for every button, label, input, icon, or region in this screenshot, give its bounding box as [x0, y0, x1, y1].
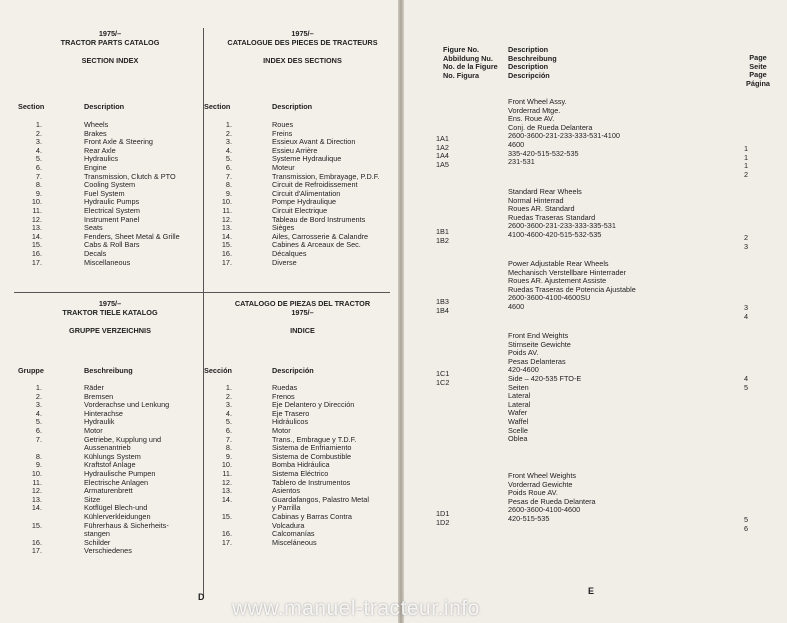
section-item: Eje Trasero [272, 408, 310, 418]
header-line: Página [746, 78, 770, 88]
description-line: Conj. de Rueda Delantera [508, 122, 593, 132]
section-number: 5. [225, 154, 232, 164]
figure-number: 1C1 [436, 369, 450, 378]
description-line: 335-420-515-532-535 [508, 148, 579, 158]
section-item: Ruedas [272, 383, 298, 392]
section-number: 5. [225, 417, 232, 427]
section-item: Systeme Hydraulique [272, 154, 342, 164]
description-line: Mechanisch Verstellbare Hinterrader [508, 267, 627, 277]
section-number: 12. [31, 486, 42, 496]
section-number: 11. [32, 205, 42, 215]
section-number: 10. [221, 197, 232, 207]
section-item: Sièges [272, 223, 295, 233]
section-number: 16. [31, 537, 42, 547]
section-item: Kotflügel Blech-und [84, 503, 148, 513]
section-item: Verschiedenes [84, 546, 132, 556]
section-item: Vorderachse und Lenkung [84, 400, 170, 410]
section-number: 8. [35, 451, 42, 461]
page-number: 2 [744, 233, 749, 242]
page-numbers [744, 375, 748, 392]
description-line: Scelle [508, 425, 528, 435]
right-page-letter: E [588, 586, 595, 596]
watermark: www.manuel-tracteur.info [232, 597, 480, 620]
es-subtitle: INDICE [290, 326, 315, 335]
section-number: 4. [35, 408, 42, 418]
description-line: 2600-3600-4100-4600SU [508, 293, 591, 303]
de-group-list [84, 384, 169, 556]
description-line: Pesas de Rueda Delantera [508, 496, 596, 506]
page-number: 4 [744, 311, 749, 321]
page-numbers [744, 516, 748, 533]
figure-numbers [436, 228, 449, 245]
section-item: Wheels [84, 120, 109, 129]
section-item: Cabs & Roll Bars [84, 240, 140, 250]
description-line: Normal Hinterrad [508, 195, 564, 205]
section-item: Circuit de Refroidissement [272, 180, 358, 190]
figure-description [508, 332, 581, 444]
section-item: Guardafangos, Palastro Metal [272, 494, 369, 504]
section-item: Kraftstof Anlage [84, 460, 136, 470]
section-number: 16. [31, 248, 42, 258]
section-item: Frenos [272, 391, 295, 401]
description-line: Front Wheel Weights [508, 471, 576, 480]
description-line: 4600 [508, 139, 525, 149]
section-item: Moteur [272, 162, 295, 172]
figure-numbers [436, 298, 449, 315]
description-line: Ens. Roue AV. [508, 114, 555, 124]
description-line: Poids Roue AV. [508, 488, 558, 498]
description-line: Oblea [508, 434, 528, 444]
figure-number: 1A1 [436, 134, 449, 143]
section-item: Transmission, Embrayage, P.D.F. [272, 171, 380, 181]
section-item: Essieux Avant & Direction [272, 137, 356, 147]
section-number: 15. [31, 520, 42, 530]
section-number: 14. [221, 494, 232, 504]
section-item: Ailes, Carrosserie & Calandre [272, 231, 369, 241]
section-number: 1. [225, 383, 232, 392]
page-header [738, 54, 778, 88]
section-number: 13. [221, 223, 232, 233]
section-item: Tableau de Bord Instruments [272, 214, 366, 224]
description-line: 4600 [508, 301, 525, 311]
section-number: 17. [221, 257, 232, 267]
page-number: 4 [744, 374, 749, 383]
section-number: 17. [221, 537, 232, 547]
section-number: 1. [35, 120, 42, 129]
description-line: Standard Rear Wheels [508, 187, 582, 196]
fr-col-description: Description [272, 102, 313, 111]
de-year: 1975/– [98, 299, 122, 308]
en-col-section: Section [18, 102, 45, 111]
section-number: 9. [35, 188, 42, 198]
section-number: 3. [225, 400, 232, 410]
section-number: 2. [35, 391, 42, 401]
description-line: Stirnseite Gewichte [508, 339, 571, 349]
section-item: Hydraulische Pumpen [84, 468, 156, 478]
header-line: Beschreibung [508, 53, 557, 63]
section-item: Führerhaus & Sicherheits- [84, 520, 169, 530]
section-item: Electrische Anlagen [84, 477, 149, 487]
section-number: 11. [222, 205, 232, 215]
section-item: Cabines & Arceaux de Sec. [272, 240, 361, 250]
page-number: 1 [744, 144, 749, 153]
description-line: Waffel [508, 416, 529, 426]
section-number: 2. [35, 128, 42, 138]
section-item: Hydraulics [84, 154, 119, 164]
de-subtitle: GRUPPE VERZEICHNIS [69, 326, 151, 335]
header-line: Page [749, 53, 767, 62]
section-item: Instrument Panel [84, 214, 140, 224]
description-line: 420-515-535 [508, 513, 550, 523]
page-numbers [744, 234, 748, 251]
section-number: 2. [225, 391, 232, 401]
section-item: Kühlungs System [84, 451, 141, 461]
figure-number: 1A5 [436, 159, 449, 169]
section-number: 7. [35, 434, 42, 444]
section-item: Brakes [84, 128, 107, 138]
section-item: Engine [84, 162, 107, 172]
description-line: Vorderrad Gewichte [508, 479, 573, 489]
section-number: 6. [35, 162, 42, 172]
fr-section-list [272, 121, 379, 267]
vertical-divider [203, 28, 204, 595]
page-number: 1 [744, 161, 749, 171]
de-title: TRAKTOR TIELE KATALOG [62, 308, 158, 317]
section-item: Trans., Embrague y T.D.F. [272, 434, 357, 444]
page-number: 5 [744, 515, 749, 524]
es-col-section: Sección [204, 366, 232, 375]
de-col-description: Beschreibung [84, 366, 133, 375]
description-line: Front End Weights [508, 331, 569, 340]
es-section-list [272, 384, 369, 547]
section-number: 15. [221, 511, 232, 521]
figure-numbers [436, 370, 449, 387]
section-item: Décalques [272, 248, 307, 258]
header-line: No. Figura [443, 70, 480, 80]
section-number: 4. [35, 145, 42, 155]
page-number: 5 [744, 382, 749, 392]
description-line: Roues AR. Ajustement Assiste [508, 276, 607, 286]
section-item: Hydraulic Pumps [84, 197, 140, 207]
section-item: Asientos [272, 486, 300, 496]
description-line: Vorderrad Mtge. [508, 105, 561, 115]
section-item: Roues [272, 120, 294, 129]
en-section-list [84, 121, 180, 267]
section-number: 9. [225, 188, 232, 198]
figure-description [508, 188, 616, 240]
section-number: 10. [221, 460, 232, 470]
section-number: 14. [31, 503, 42, 513]
page-number: 6 [744, 523, 749, 533]
section-item: Bomba Hidráulica [272, 460, 330, 470]
header-line: Page [749, 70, 767, 80]
section-number: 1. [35, 383, 42, 392]
description-line: 2600-3600-4100-4600 [508, 505, 581, 515]
section-item: Eje Delantero y Dirección [272, 400, 355, 410]
es-section-numbers [210, 384, 232, 547]
section-number: 5. [35, 154, 42, 164]
section-item: Rear Axle [84, 145, 116, 155]
en-title: TRACTOR PARTS CATALOG [60, 38, 160, 47]
header-line: No. de la Figure [443, 62, 498, 72]
section-item: Armaturenbrett [84, 486, 133, 496]
section-number: 3. [35, 137, 42, 147]
section-number: 10. [31, 468, 42, 478]
section-item: Getriebe, Kupplung und [84, 434, 162, 444]
section-item: y Parrilla [272, 503, 301, 513]
section-number: 2. [225, 128, 232, 138]
section-item: Motor [84, 425, 103, 435]
book-spine [398, 0, 404, 623]
page-number: 3 [744, 303, 749, 312]
section-number: 6. [225, 425, 232, 435]
section-number: 5. [35, 417, 42, 427]
figure-number: 1D2 [436, 517, 450, 527]
section-item: Sistema de Combustible [272, 451, 352, 461]
section-number: 9. [225, 451, 232, 461]
page-numbers [744, 304, 748, 321]
section-number: 1. [225, 120, 232, 129]
section-number: 12. [221, 214, 232, 224]
section-item: Miscellaneous [84, 257, 131, 267]
section-item: stangen [84, 529, 110, 539]
header-line: Description [508, 62, 549, 72]
figure-number: 1A4 [436, 151, 449, 161]
en-year: 1975/– [98, 29, 122, 38]
fr-title: CATALOGUE DES PIECES DE TRACTEURS [227, 38, 378, 47]
page-numbers [744, 145, 748, 179]
section-number: 7. [225, 434, 232, 444]
section-number: 13. [31, 223, 42, 233]
description-line: Ruedas Traseras Standard [508, 212, 596, 222]
figure-description [508, 472, 596, 524]
horizontal-divider [14, 292, 390, 293]
section-number: 16. [221, 529, 232, 539]
description-header [508, 46, 557, 80]
section-item: Cabinas y Barras Contra [272, 511, 352, 521]
figure-number: 1D1 [436, 509, 450, 518]
section-item: Tablero de Instrumentos [272, 477, 351, 487]
description-line: Side – 420-535 FTO-E [508, 373, 582, 383]
figure-header [443, 46, 498, 80]
description-line: 420-4600 [508, 365, 539, 375]
page-number: 3 [744, 241, 749, 251]
section-item: Transmission, Clutch & PTO [84, 171, 176, 181]
section-item: Kühlerverkleidungen [84, 511, 151, 521]
section-number: 3. [225, 137, 232, 147]
description-line: 4100-4600-420-515-532-535 [508, 229, 602, 239]
figure-description [508, 98, 620, 167]
section-number: 10. [31, 197, 42, 207]
section-number: 12. [221, 477, 232, 487]
section-item: Diverse [272, 257, 297, 267]
description-line: Front Wheel Assy. [508, 97, 567, 106]
figure-number: 1B2 [436, 235, 449, 245]
section-number: 16. [221, 248, 232, 258]
section-number: 17. [31, 546, 42, 556]
section-item: Sistema de Enfriamiento [272, 443, 352, 453]
section-item: Hydraulik [84, 417, 115, 427]
description-line: Power Adjustable Rear Wheels [508, 259, 609, 268]
header-line: Description [508, 45, 549, 54]
en-col-description: Description [84, 102, 125, 111]
page-number: 1 [744, 152, 749, 162]
fr-year: 1975/– [291, 29, 314, 38]
en-section-numbers [20, 121, 42, 267]
section-number: 6. [225, 162, 232, 172]
description-line: Lateral [508, 399, 531, 409]
de-col-group: Gruppe [18, 366, 44, 375]
section-item: Circuit d'Alimentation [272, 188, 341, 198]
de-group-numbers [20, 384, 42, 556]
figure-number: 1B3 [436, 297, 449, 306]
section-item: Cooling System [84, 180, 136, 190]
section-item: Calcomanías [272, 529, 315, 539]
figure-number: 1C2 [436, 377, 450, 387]
figure-number: 1B4 [436, 305, 449, 315]
fr-subtitle: INDEX DES SECTIONS [263, 56, 342, 65]
section-number: 9. [35, 460, 42, 470]
section-number: 6. [35, 425, 42, 435]
section-item: Misceláneous [272, 537, 317, 547]
section-item: Hinterachse [84, 408, 123, 418]
en-subtitle: SECTION INDEX [81, 56, 139, 65]
section-item: Electrical System [84, 205, 140, 215]
figure-description [508, 260, 636, 312]
section-number: 14. [31, 231, 42, 241]
section-number: 12. [31, 214, 42, 224]
section-number: 7. [35, 171, 42, 181]
section-number: 15. [31, 240, 42, 250]
section-item: Front Axle & Steering [84, 137, 153, 147]
description-line: Ruedas Traseras de Potencia Ajustable [508, 284, 636, 294]
section-item: Schilder [84, 537, 111, 547]
section-number: 4. [225, 408, 232, 418]
section-item: Bremsen [84, 391, 114, 401]
section-item: Räder [84, 383, 104, 392]
section-number: 7. [225, 171, 232, 181]
description-line: 2600-3600-231-233-333-335-531 [508, 221, 616, 231]
description-line: Poids AV. [508, 348, 539, 358]
description-line: Pesas Delanteras [508, 356, 566, 366]
page-number: 2 [744, 169, 749, 179]
section-item: Aussenantrieb [84, 443, 131, 453]
section-number: 14. [221, 231, 232, 241]
header-line: Abbildung Nu. [443, 53, 493, 63]
section-item: Essieu Arrière [272, 145, 318, 155]
figure-numbers [436, 135, 449, 169]
section-item: Fuel System [84, 188, 125, 198]
description-line: Seiten [508, 382, 529, 392]
section-number: 8. [225, 443, 232, 453]
section-item: Pompe Hydraulique [272, 197, 337, 207]
figure-number: 1A2 [436, 142, 449, 152]
section-number: 8. [225, 180, 232, 190]
es-col-description: Descripción [272, 366, 314, 375]
section-item: Freins [272, 128, 293, 138]
section-item: Hidráulicos [272, 417, 309, 427]
section-number: 8. [35, 180, 42, 190]
section-item: Circuit Electrique [272, 205, 328, 215]
section-number: 15. [221, 240, 232, 250]
description-line: Wafer [508, 408, 528, 418]
section-item: Sistema Eléctrico [272, 468, 329, 478]
fr-col-section: Section [204, 102, 231, 111]
section-item: Seats [84, 223, 103, 233]
section-item: Decals [84, 248, 107, 258]
header-line: Figure No. [443, 45, 480, 54]
es-title: CATALOGO DE PIEZAS DEL TRACTOR [234, 299, 371, 308]
figure-number: 1B1 [436, 227, 449, 236]
section-item: Motor [272, 425, 291, 435]
section-item: Volcadura [272, 520, 305, 530]
section-number: 13. [31, 494, 42, 504]
left-page-letter: D [198, 592, 205, 602]
section-item: Sitze [84, 494, 101, 504]
header-line: Descripción [508, 70, 550, 80]
section-item: Fenders, Sheet Metal & Grille [84, 231, 180, 241]
description-line: Lateral [508, 391, 531, 401]
description-line: Roues AR. Standard [508, 204, 575, 214]
section-number: 4. [225, 145, 232, 155]
section-number: 3. [35, 400, 42, 410]
figure-numbers [436, 510, 449, 527]
fr-section-numbers [210, 121, 232, 267]
header-line: Seite [749, 61, 767, 71]
section-number: 11. [32, 477, 42, 487]
section-number: 17. [31, 257, 42, 267]
es-year: 1975/– [291, 308, 314, 317]
section-number: 11. [222, 468, 232, 478]
description-line: 2600-3600-231-233-333-531-4100 [508, 131, 620, 141]
description-line: 231-531 [508, 157, 535, 167]
section-number: 13. [221, 486, 232, 496]
